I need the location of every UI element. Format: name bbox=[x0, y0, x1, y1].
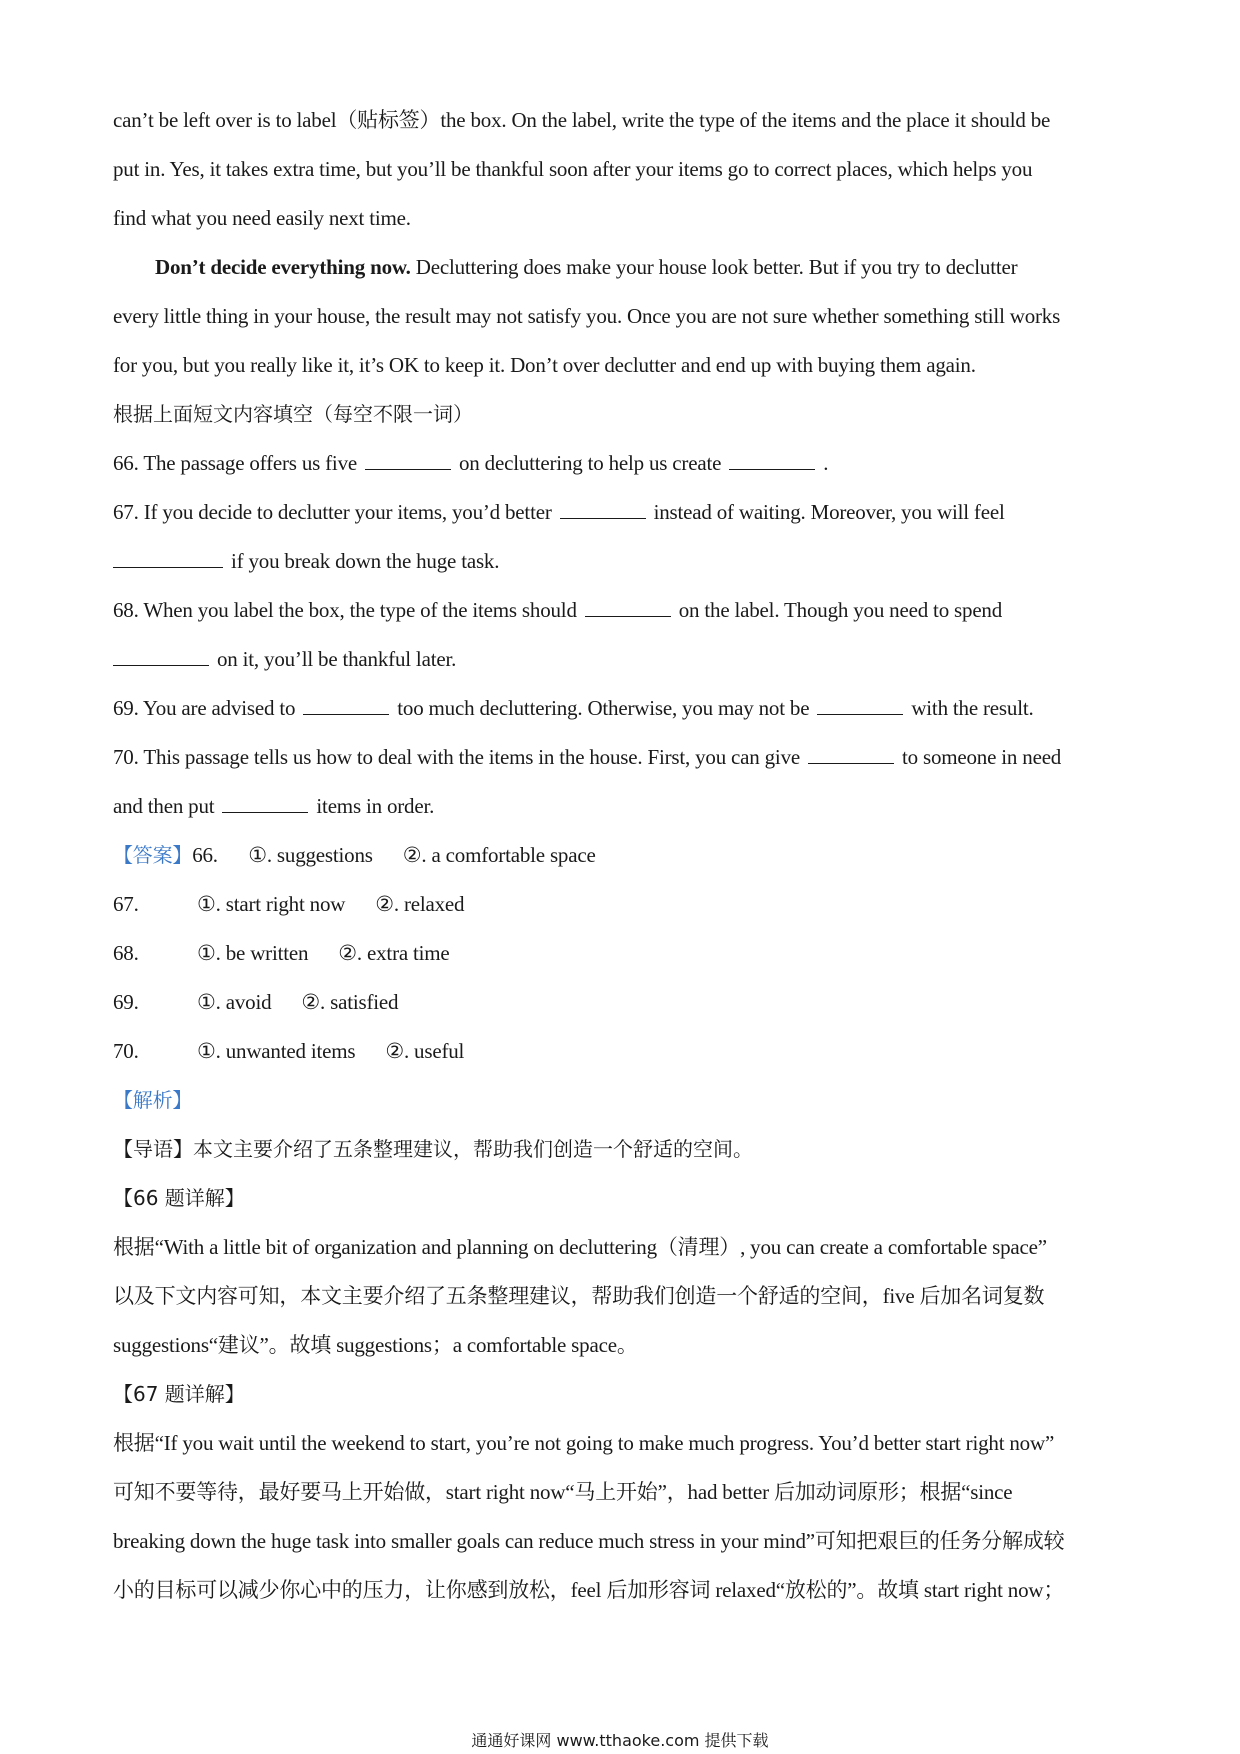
answer-number: 70. bbox=[113, 1039, 139, 1063]
page-content bbox=[113, 96, 1133, 1615]
answer-number: 66. bbox=[192, 843, 218, 867]
answer-tag: 【答案】 bbox=[113, 843, 193, 867]
question-70 bbox=[113, 733, 1133, 782]
answer-text: ①. unwanted items bbox=[197, 1039, 356, 1063]
question-text: on decluttering to help us create bbox=[459, 451, 722, 475]
paragraph-heading: Don’t decide everything now. bbox=[155, 255, 411, 279]
answer-blank bbox=[817, 713, 903, 715]
answer-blank bbox=[222, 811, 308, 813]
answer-text: ①. avoid bbox=[197, 990, 272, 1014]
question-text: to someone in need bbox=[902, 745, 1062, 769]
analysis-line: 可知不要等待，最好要马上开始做，start right now“马上开始”，had better 后加动词原形；根据“since bbox=[113, 1480, 1013, 1504]
answer-blank bbox=[113, 566, 223, 568]
answer-text: ②. a comfortable space bbox=[402, 843, 596, 867]
analysis-line: 小的目标可以减少你心中的压力，让你感到放松，feel 后加形容词 relaxed“放松的”。故填 start right now； bbox=[113, 1578, 1065, 1602]
question-68 bbox=[113, 586, 1133, 635]
answer-text: ②. satisfied bbox=[301, 990, 399, 1014]
answer-row-70 bbox=[113, 1027, 1133, 1076]
answer-number: 67. bbox=[113, 892, 139, 916]
passage-line: for you, but you really like it, it’s OK to keep it. Don’t over declutter and end up with buying them again. bbox=[113, 353, 976, 377]
answer-blank bbox=[560, 517, 646, 519]
answer-number: 68. bbox=[113, 941, 139, 965]
question-text: items in order. bbox=[316, 794, 435, 818]
answer-text: ①. be written bbox=[197, 941, 309, 965]
question-text: 69. You are advised to bbox=[113, 696, 296, 720]
answer-blank bbox=[808, 762, 894, 764]
answer-number: 69. bbox=[113, 990, 139, 1014]
question-text: and then put bbox=[113, 794, 215, 818]
page-footer: 通通好课网 www.tthaoke.com 提供下载 bbox=[471, 1731, 769, 1750]
analysis-line: breaking down the huge task into smaller goals can reduce much stress in your mind”可知把艰巨的任务分解成较 bbox=[113, 1529, 1065, 1553]
question-text: . bbox=[823, 451, 829, 475]
analysis-tag: 【解析】 bbox=[113, 1088, 193, 1112]
answer-text: ②. extra time bbox=[338, 941, 450, 965]
question-text: too much decluttering. Otherwise, you may not be bbox=[397, 696, 810, 720]
answer-row-67 bbox=[113, 880, 1133, 929]
passage-line: every little thing in your house, the result may not satisfy you. Once you are not sure whether something still works bbox=[113, 304, 1061, 328]
answer-blank bbox=[303, 713, 389, 715]
analysis-line: suggestions“建议”。故填 suggestions；a comfortable space。 bbox=[113, 1333, 638, 1357]
analysis-line: 根据“If you wait until the weekend to start, you’re not going to make much progress. You’d better start right now” bbox=[113, 1431, 1055, 1455]
question-70-cont bbox=[113, 782, 1133, 831]
question-68-cont bbox=[113, 635, 1133, 684]
passage-line: can’t be left over is to label（贴标签）the box. On the label, write the type of the items and the place it should be bbox=[113, 108, 1051, 132]
question-66 bbox=[113, 439, 1133, 488]
answer-text: ②. relaxed bbox=[375, 892, 465, 916]
answer-text: ②. useful bbox=[385, 1039, 465, 1063]
question-text: 66. The passage offers us five bbox=[113, 451, 357, 475]
answer-blank bbox=[365, 468, 451, 470]
analysis-heading-67: 【67 题详解】 bbox=[113, 1382, 245, 1406]
analysis-heading-66: 【66 题详解】 bbox=[113, 1186, 245, 1210]
question-69 bbox=[113, 684, 1133, 733]
analysis-line: 根据“With a little bit of organization and planning on decluttering（清理）, you can create a comfortable space” bbox=[113, 1235, 1047, 1259]
instruction-text: 根据上面短文内容填空（每空不限一词） bbox=[113, 402, 473, 426]
question-text: 70. This passage tells us how to deal with the items in the house. First, you can give bbox=[113, 745, 800, 769]
question-text: on the label. Though you need to spend bbox=[678, 598, 1003, 622]
answer-text: ①. suggestions bbox=[248, 843, 373, 867]
answer-blank bbox=[729, 468, 815, 470]
passage-text: Decluttering does make your house look better. But if you try to declutter bbox=[410, 255, 1018, 279]
question-text: with the result. bbox=[911, 696, 1034, 720]
answer-blank bbox=[585, 615, 671, 617]
passage-paragraph-start bbox=[113, 243, 1133, 292]
analysis-intro: 【导语】本文主要介绍了五条整理建议，帮助我们创造一个舒适的空间。 bbox=[113, 1137, 753, 1161]
question-text: on it, you’ll be thankful later. bbox=[217, 647, 457, 671]
analysis-line: 以及下文内容可知，本文主要介绍了五条整理建议，帮助我们创造一个舒适的空间，five 后加名词复数 bbox=[113, 1284, 1045, 1308]
question-text: instead of waiting. Moreover, you will feel bbox=[653, 500, 1005, 524]
answer-blank bbox=[113, 664, 209, 666]
answer-row-69 bbox=[113, 978, 1133, 1027]
answer-row-66 bbox=[113, 831, 1133, 880]
answer-text: ①. start right now bbox=[197, 892, 346, 916]
passage-line: put in. Yes, it takes extra time, but you’ll be thankful soon after your items go to correct places, which helps you bbox=[113, 157, 1033, 181]
answer-row-68 bbox=[113, 929, 1133, 978]
question-67-cont bbox=[113, 537, 1133, 586]
question-text: 68. When you label the box, the type of the items should bbox=[113, 598, 577, 622]
passage-line: find what you need easily next time. bbox=[113, 206, 411, 230]
question-text: if you break down the huge task. bbox=[231, 549, 500, 573]
question-text: 67. If you decide to declutter your items, you’d better bbox=[113, 500, 552, 524]
question-67 bbox=[113, 488, 1133, 537]
